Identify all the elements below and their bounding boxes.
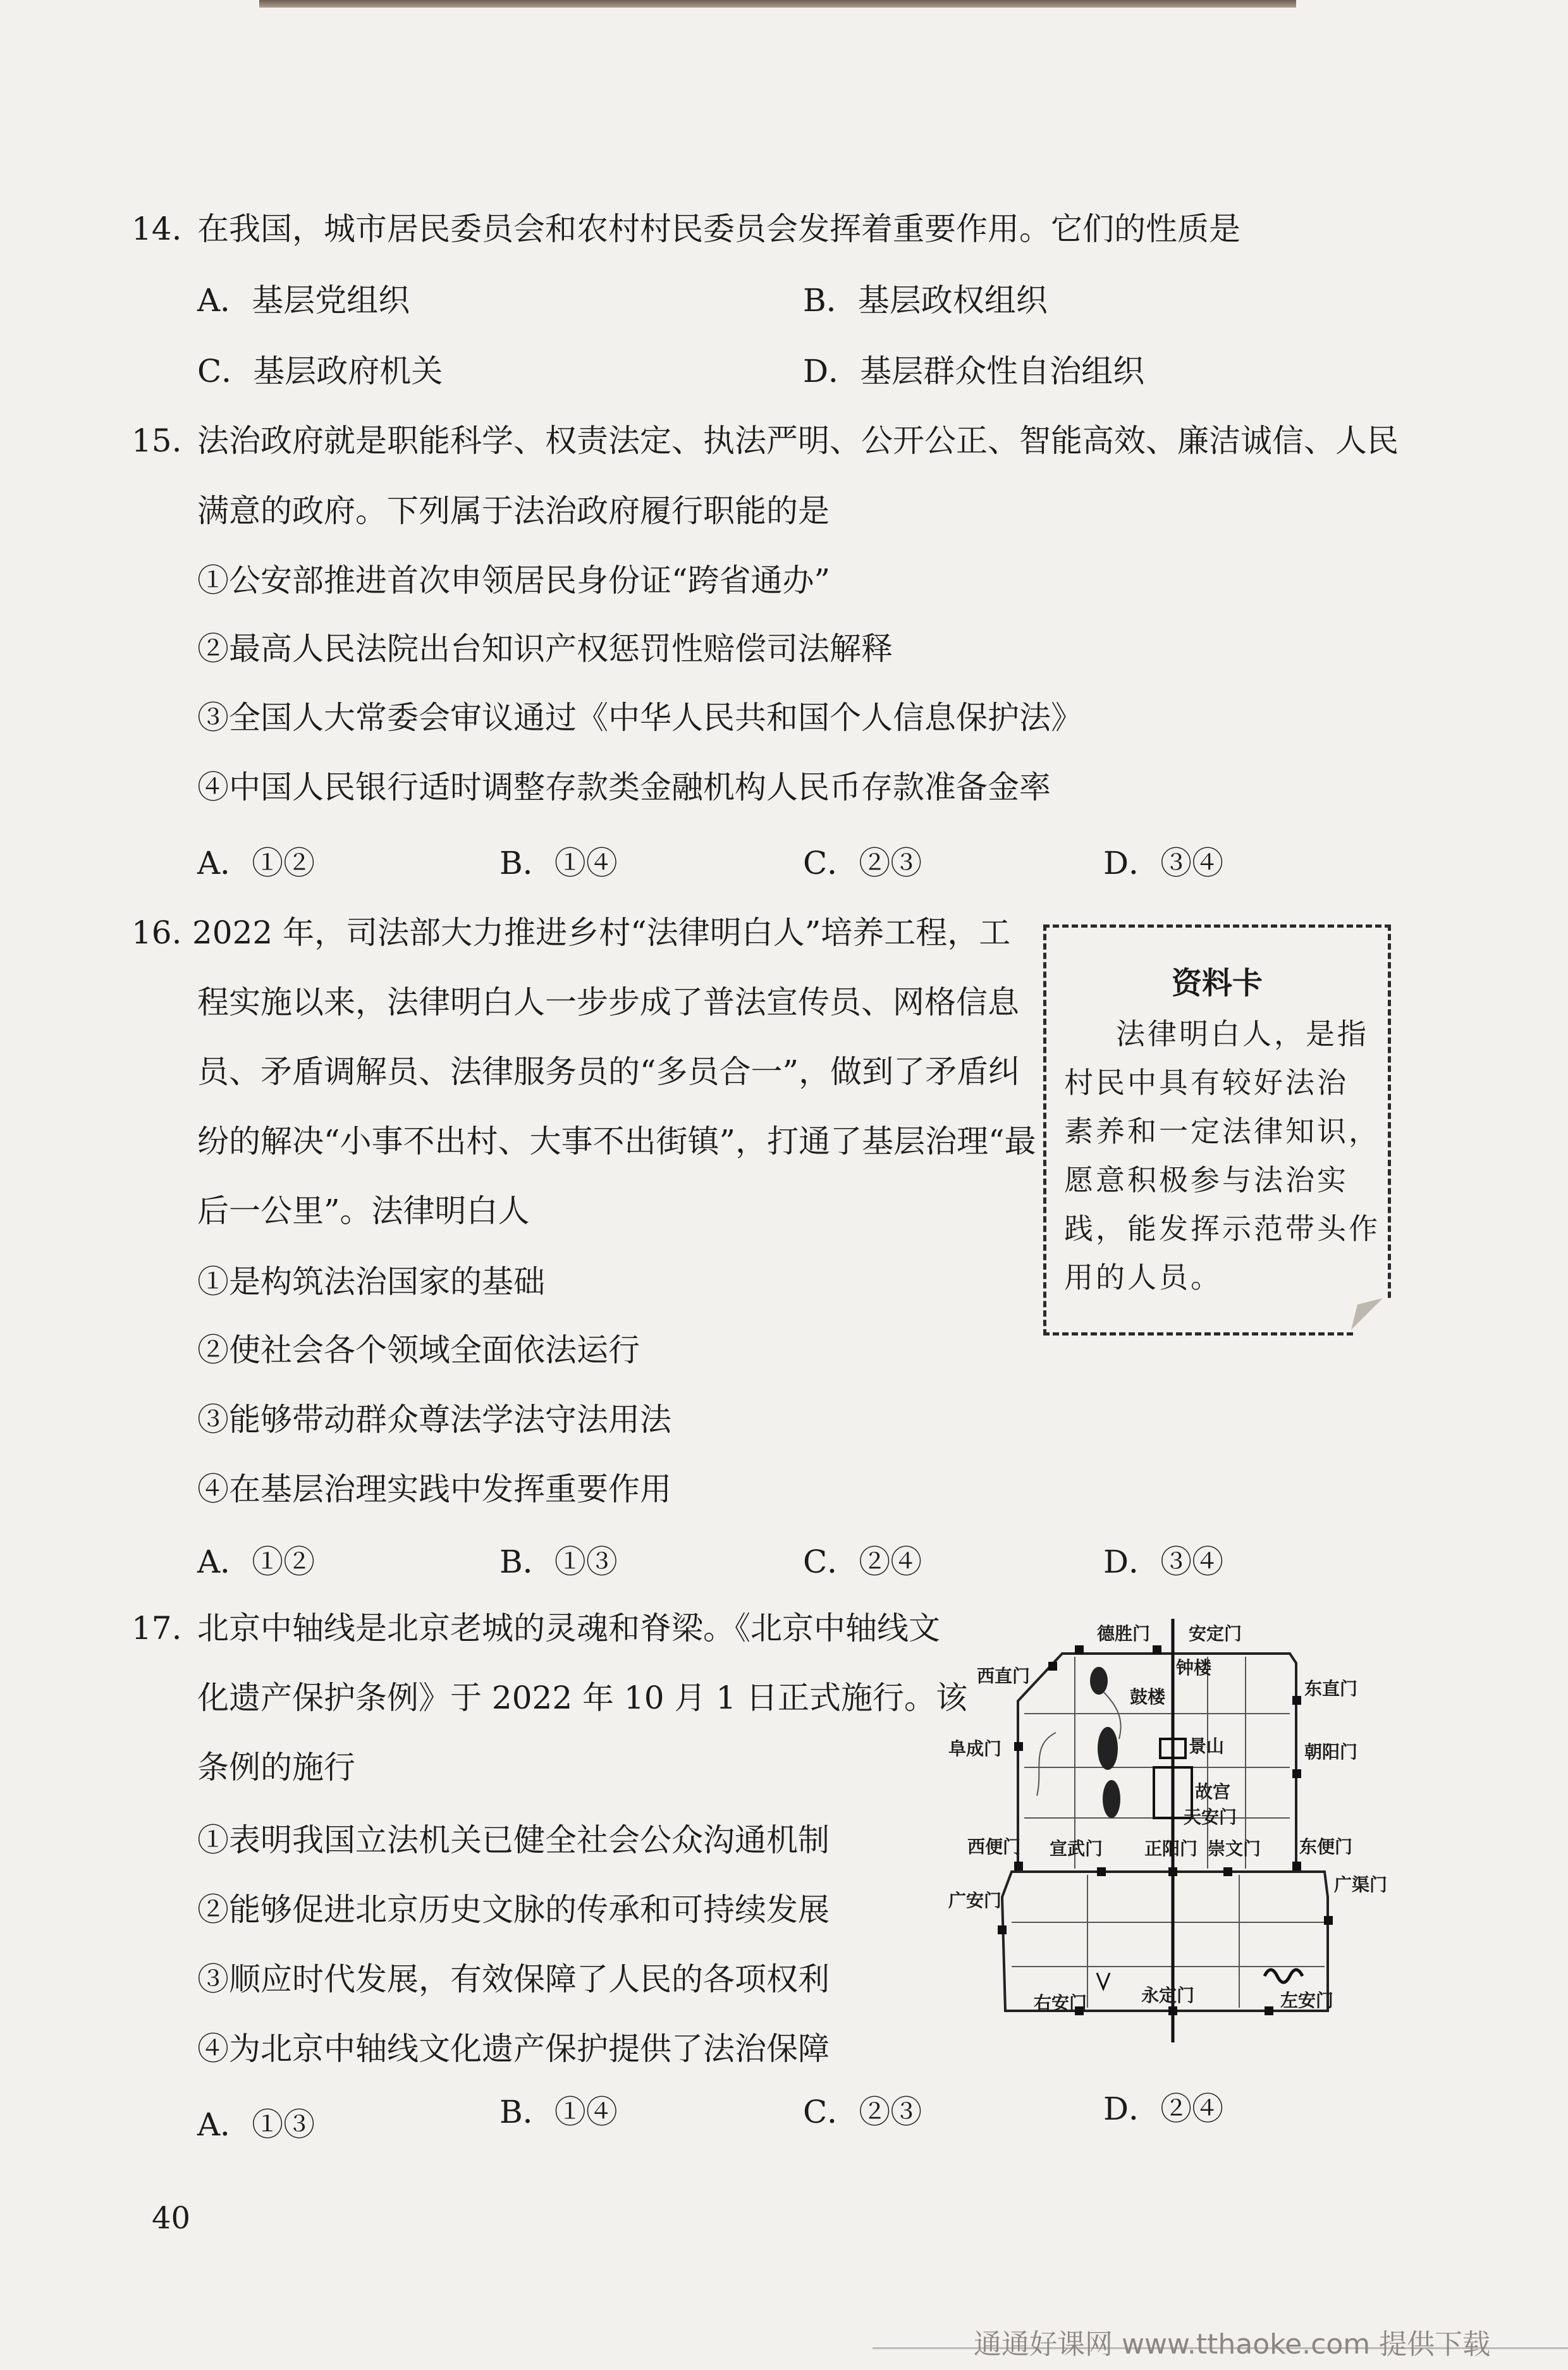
q17-option-b: B．①④: [499, 2094, 618, 2130]
q14-option-c: C．基层政府机关: [197, 353, 443, 390]
q15-option-a: A．①②: [197, 845, 315, 881]
q17-item-2: ②能够促进北京历史文脉的传承和可持续发展: [197, 1891, 830, 1928]
map-label-zhonglou: 钟楼: [1176, 1657, 1212, 1678]
map-label-guangqumen: 广渠门: [1334, 1874, 1388, 1895]
map-label-chaoyangmen: 朝阳门: [1304, 1741, 1358, 1762]
map-label-dongbianmen: 东便门: [1299, 1836, 1353, 1857]
q16-stem-line-5: 后一公里”。法律明白人: [197, 1193, 530, 1229]
q16-option-b: B．①③: [499, 1544, 618, 1580]
beihai-lake: [1098, 1727, 1118, 1770]
info-card-line-6: 用的人员。: [1064, 1260, 1222, 1294]
q16-stem-line-3: 员、矛盾调解员、法律服务员的“多员合一”，做到了矛盾纠: [197, 1053, 1020, 1090]
q17-stem-line-2: 化遗产保护条例》于 2022 年 10 月 1 日正式施行。该: [197, 1679, 968, 1716]
q16-option-c: C．②④: [803, 1544, 922, 1580]
info-card-title: 资料卡: [1171, 966, 1263, 1001]
q14-number: 14.: [132, 211, 182, 247]
map-label-andingmen: 安定门: [1189, 1623, 1242, 1644]
info-card-line-2: 村民中具有较好法治: [1064, 1065, 1349, 1100]
map-label-yongdingmen: 永定门: [1141, 1985, 1195, 2006]
info-card-line-1: 法律明白人，是指: [1116, 1017, 1369, 1051]
q15-option-d: D．③④: [1103, 845, 1224, 881]
q14-option-d: D．基层群众性自治组织: [803, 353, 1145, 390]
q17-option-c: C．②③: [803, 2094, 922, 2130]
q16-stem-line-1: 2022 年，司法部大力推进乡村“法律明白人”培养工程，工: [192, 914, 1011, 951]
map-label-dongzhimen: 东直门: [1304, 1678, 1358, 1699]
map-label-xibianmen: 西便门: [967, 1836, 1021, 1857]
q16-item-3: ③能够带动群众尊法学法守法用法: [197, 1401, 671, 1438]
q16-option-d: D．③④: [1103, 1544, 1224, 1580]
map-label-tiananmen: 天安门: [1184, 1807, 1237, 1827]
q17-option-d: D．②④: [1103, 2091, 1224, 2127]
q15-option-b: B．①④: [499, 845, 618, 881]
q16-item-4: ④在基层治理实践中发挥重要作用: [197, 1471, 671, 1507]
q17-number: 17.: [132, 1610, 182, 1647]
shichahai-lake: [1090, 1667, 1108, 1695]
watermark-text: 通通好课网 www.tthaoke.com 提供下载: [974, 2328, 1491, 2361]
map-label-deshengmen: 德胜门: [1097, 1623, 1151, 1644]
q17-option-a: A．①③: [197, 2106, 315, 2143]
map-label-youanmen: 右安门: [1034, 1992, 1087, 2013]
q17-item-4: ④为北京中轴线文化遗产保护提供了法治保障: [197, 2030, 830, 2067]
q16-item-1: ①是构筑法治国家的基础: [197, 1263, 545, 1300]
q15-item-4: ④中国人民银行适时调整存款类金融机构人民币存款准备金率: [197, 769, 1051, 806]
map-label-jingshan: 景山: [1189, 1736, 1225, 1757]
q17-stem-line-3: 条例的施行: [197, 1749, 355, 1786]
zhongnanhai-lake: [1103, 1780, 1120, 1818]
page-number: 40: [152, 2201, 191, 2236]
map-label-xizhimen: 西直门: [977, 1666, 1031, 1686]
q15-item-1: ①公安部推进首次申领居民身份证“跨省通办”: [197, 562, 831, 599]
q14-stem: 在我国，城市居民委员会和农村村民委员会发挥着重要作用。它们的性质是: [197, 211, 1240, 247]
map-label-chongwenmen: 崇文门: [1208, 1838, 1261, 1859]
q14-option-a: A．基层党组织: [197, 282, 410, 319]
map-label-guanganmen: 广安门: [948, 1890, 1002, 1911]
map-label-fuchengmen: 阜成门: [948, 1738, 1002, 1759]
q15-item-2: ②最高人民法院出台知识产权惩罚性赔偿司法解释: [197, 630, 893, 667]
q16-option-a: A．①②: [197, 1544, 315, 1580]
info-card-line-5: 践，能发挥示范带头作: [1064, 1212, 1380, 1246]
q15-item-3: ③全国人大常委会审议通过《中华人民共和国个人信息保护法》: [197, 699, 1082, 736]
q15-option-c: C．②③: [803, 845, 922, 881]
q16-stem-line-2: 程实施以来，法律明白人一步步成了普法宣传员、网格信息: [197, 984, 1019, 1021]
info-card: [1043, 924, 1391, 1335]
map-label-gugong: 故宫: [1195, 1781, 1231, 1802]
map-label-gulou: 鼓楼: [1130, 1686, 1166, 1707]
q16-stem-line-4: 纷的解决“小事不出村、大事不出街镇”，打通了基层治理“最: [197, 1123, 1036, 1160]
beijing-central-axis-map: [936, 1606, 1416, 2049]
page-top-edge: [259, 0, 1296, 8]
q15-stem-line-1: 法治政府就是职能科学、权责法定、执法严明、公开公正、智能高效、廉洁诚信、人民: [197, 422, 1399, 459]
map-label-zuoanmen: 左安门: [1280, 1990, 1334, 2011]
info-card-line-4: 愿意积极参与法治实: [1064, 1163, 1349, 1197]
q17-item-1: ①表明我国立法机关已健全社会公众沟通机制: [197, 1822, 830, 1858]
map-label-zhengyangmen: 正阳门: [1144, 1838, 1198, 1859]
q17-item-3: ③顺应时代发展，有效保障了人民的各项权利: [197, 1961, 830, 1998]
q14-option-b: B．基层政权组织: [803, 282, 1048, 319]
q17-stem-line-1: 北京中轴线是北京老城的灵魂和脊梁。《北京中轴线文: [197, 1610, 940, 1647]
info-card-line-3: 素养和一定法律知识，: [1064, 1114, 1380, 1148]
q15-stem-line-2: 满意的政府。下列属于法治政府履行职能的是: [197, 493, 830, 529]
q16-number: 16.: [132, 914, 182, 951]
map-label-xuanwumen: 宣武门: [1050, 1838, 1103, 1859]
q16-item-2: ②使社会各个领域全面依法运行: [197, 1332, 640, 1368]
q15-number: 15.: [132, 422, 182, 459]
